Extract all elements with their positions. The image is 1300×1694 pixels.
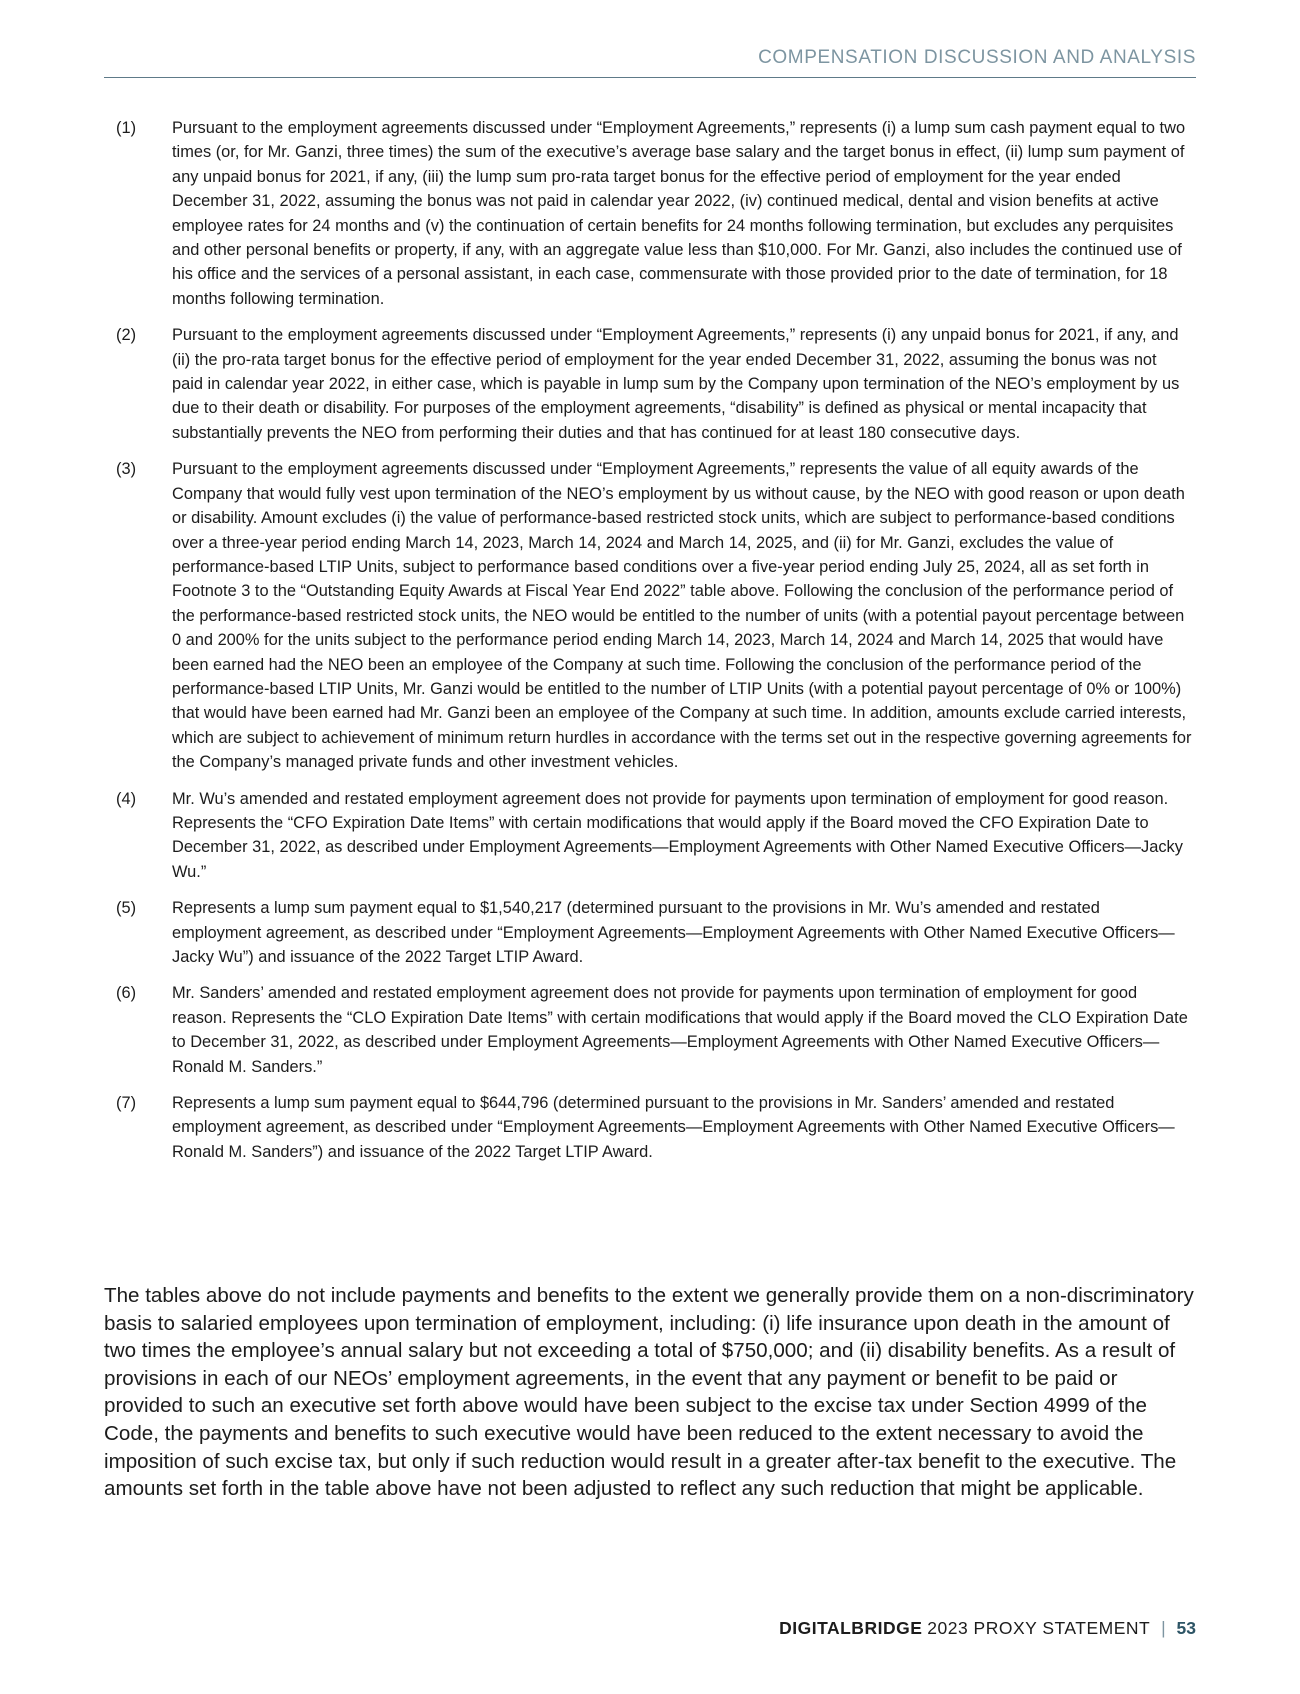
footnote-7 (104, 1091, 1196, 1164)
footer-company: DIGITALBRIDGE (779, 1618, 923, 1638)
page-header (104, 46, 1196, 78)
footnote-text: Pursuant to the employment agreements discussed under “Employment Agreements,” represents (i) any unpaid bonus for 2021, if any, and (ii) the pro-rata target bonus for the effective period of employment for the year ended December 31, 2022, assuming the bonus was not paid in calendar year 2022, in either case, which is payable in lump sum by the Company upon termination of the NEO’s employment by us due to their death or disability. For purposes of the employment agreements, “disability” is defined as physical or mental incapacity that substantially prevents the NEO from performing their duties and that has continued for at least 180 consecutive days. (172, 326, 1180, 442)
footnote-3 (104, 457, 1196, 774)
body-paragraph: The tables above do not include payments and benefits to the extent we generally provide them on a non-discriminatory basis to salaried employees upon termination of employment, including: (i) life insurance upon death in the amount of two times the employee’s annual salary but not exceeding a total of $750,000; and (ii) disability benefits. As a result of provisions in each of our NEOs’ employment agreements, in the event that any payment or benefit to be paid or provided to such an executive set forth above would have been subject to the excise tax under Section 4999 of the Code, the payments and benefits to such executive would have been reduced to the extent necessary to avoid the imposition of such excise tax, but only if such reduction would result in a greater after-tax benefit to the executive. The amounts set forth in the table above have not been adjusted to reflect any such reduction that might be applicable. (104, 1284, 1194, 1501)
page-number: 53 (1176, 1618, 1196, 1638)
footnote-1 (104, 116, 1196, 311)
footnote-text: Pursuant to the employment agreements discussed under “Employment Agreements,” represents (i) a lump sum cash payment equal to two times (or, for Mr. Ganzi, three times) the sum of the executive’s average base salary and the target bonus in effect, (ii) lump sum payment of any unpaid bonus for 2021, if any, (iii) the lump sum pro-rata target bonus for the effective period of employment for the year ended December 31, 2022, assuming the bonus was not paid in calendar year 2022, (iv) continued medical, dental and vision benefits at active employee rates for 24 months and (v) the continuation of certain benefits for 24 months following termination, but excludes any perquisites and other personal benefits or property, if any, with an aggregate value less than $10,000. For Mr. Ganzi, also includes the continued use of his office and the services of a personal assistant, in each case, commensurate with those provided prior to the date of termination, for 18 months following termination. (172, 119, 1186, 308)
footnote-text: Mr. Wu’s amended and restated employment agreement does not provide for payments upon termination of employment for good reason. Represents the “CFO Expiration Date Items” with certain modifications that would apply if the Board moved the CFO Expiration Date to December 31, 2022, as described under Employment Agreements—Employment Agreements with Other Named Executive Officers—Jacky Wu.” (172, 789, 1183, 881)
footnote-number: (5) (116, 899, 137, 918)
section-title: COMPENSATION DISCUSSION AND ANALYSIS (758, 47, 1196, 68)
footnotes-list (104, 116, 1196, 1176)
footnote-6 (104, 981, 1196, 1079)
footnote-number: (3) (116, 460, 137, 479)
footnote-text: Mr. Sanders’ amended and restated employment agreement does not provide for payments upon termination of employment for good reason. Represents the “CLO Expiration Date Items” with certain modifications that would apply if the Board moved the CLO Expiration Date to December 31, 2022, as described under Employment Agreements—Employment Agreements with Other Named Executive Officers—Ronald M. Sanders.” (172, 984, 1188, 1076)
footnote-number: (6) (116, 984, 137, 1003)
footnote-number: (4) (116, 789, 137, 808)
footnote-5 (104, 896, 1196, 969)
footnote-2 (104, 323, 1196, 445)
footnote-number: (7) (116, 1094, 137, 1113)
footer-document-title: 2023 PROXY STATEMENT (927, 1618, 1151, 1638)
footnote-number: (1) (116, 119, 137, 137)
page-footer (779, 1617, 1196, 1639)
footnote-text: Represents a lump sum payment equal to $644,796 (determined pursuant to the provisions in Mr. Sanders’ amended and restated employment agreement, as described under “Employment Agreements—Employment Agreements with Other Named Executive Officers—Ronald M. Sanders”) and issuance of the 2022 Target LTIP Award. (172, 1094, 1175, 1161)
footnote-text: Pursuant to the employment agreements discussed under “Employment Agreements,” represents the value of all equity awards of the Company that would fully vest upon termination of the NEO’s employment by us without cause, by the NEO with good reason or upon death or disability. Amount excludes (i) the value of performance-based restricted stock units, which are subject to performance-based conditions over a three-year period ending March 14, 2023, March 14, 2024 and March 14, 2025, and (ii) for Mr. Ganzi, excludes the value of performance-based LTIP Units, subject to performance based conditions over a five-year period ending July 25, 2024, all as set forth in Footnote 3 to the “Outstanding Equity Awards at Fiscal Year End 2022” table above. Following the conclusion of the performance period of the performance-based restricted stock units, the NEO would be entitled to the number of units (with a potential payout percentage between 0 and 200% for the units subject to the performance period ending March 14, 2023, March 14, 2024 and March 14, 2025 that would have been earned had the NEO been an employee of the Company at such time. Following the conclusion of the performance period of the performance-based LTIP Units, Mr. Ganzi would be entitled to the number of LTIP Units (with a potential payout percentage of 0% or 100%) that would have been earned had Mr. Ganzi been an employee of the Company at such time. In addition, amounts exclude carried interests, which are subject to achievement of minimum return hurdles in accordance with the terms set out in the respective governing agreements for the Company’s managed private funds and other investment vehicles. (172, 460, 1192, 772)
footer-separator: | (1161, 1618, 1166, 1638)
footnote-text: Represents a lump sum payment equal to $1,540,217 (determined pursuant to the provisions in Mr. Wu’s amended and restated employment agreement, as described under “Employment Agreements—Employment Agreements with Other Named Executive Officers—Jacky Wu”) and issuance of the 2022 Target LTIP Award. (172, 899, 1175, 966)
footnote-number: (2) (116, 326, 137, 345)
footnote-4 (104, 787, 1196, 885)
